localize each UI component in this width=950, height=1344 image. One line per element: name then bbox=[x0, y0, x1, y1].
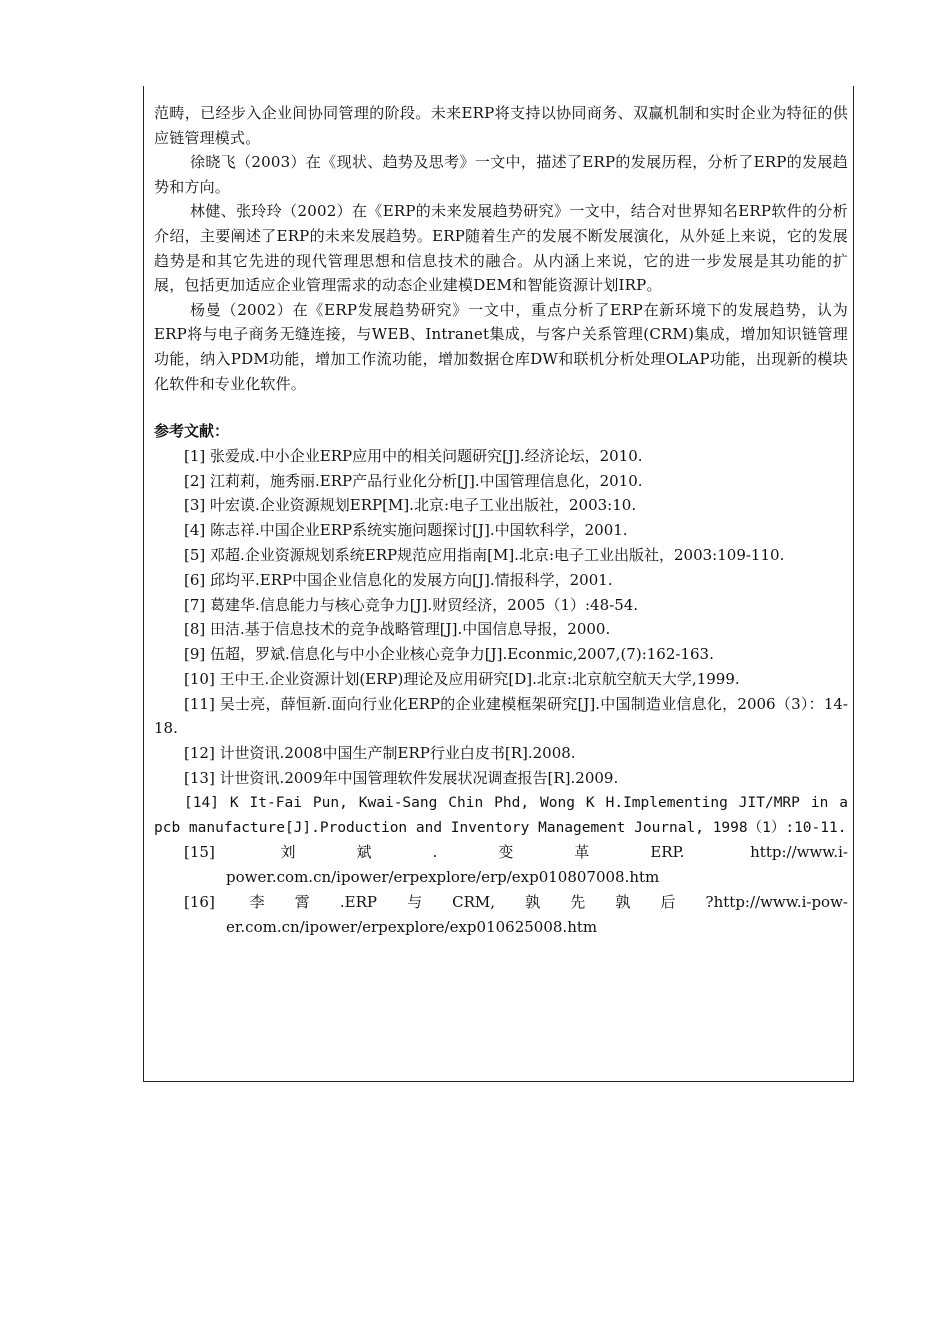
reference-item: [13] 计世资讯.2009年中国管理软件发展状况调查报告[R].2009. bbox=[184, 769, 619, 788]
body-paragraph: 徐晓飞（2003）在《现状、趋势及思考》一文中，描述了ERP的发展历程，分析了ERP的发展趋势和方向。 bbox=[154, 153, 848, 196]
document-frame bbox=[143, 86, 854, 1082]
reference-item: [2] 江莉莉，施秀丽.ERP产品行业化分析[J].中国管理信息化，2010. bbox=[184, 471, 643, 490]
reference-item: [6] 邱均平.ERP中国企业信息化的发展方向[J].情报科学，2001. bbox=[184, 570, 613, 589]
document-content bbox=[154, 101, 848, 940]
reference-item: [7] 葛建华.信息能力与核心竞争力[J].财贸经济，2005（1）:48-54. bbox=[184, 595, 639, 614]
reference-item: [1] 张爱成.中小企业ERP应用中的相关问题研究[J].经济论坛，2010. bbox=[184, 446, 643, 465]
body-paragraph: 范畴，已经步入企业间协同管理的阶段。未来ERP将支持以协同商务、双赢机制和实时企业为特征的供应链管理模式。 bbox=[154, 104, 848, 147]
body-paragraph: 杨曼（2002）在《ERP发展趋势研究》一文中，重点分析了ERP在新环境下的发展趋势，认为ERP将与电子商务无缝连接，与WEB、Intranet集成，与客户关系管理(CRM)集成，增加知识链管理功能，纳入PDM功能，增加工作流功能，增加数据仓库DW和联机分析处理OLAP功能，出现新的模块化软件和专业化软件。 bbox=[154, 300, 848, 393]
reference-item: [10] 王中王.企业资源计划(ERP)理论及应用研究[D].北京:北京航空航天大学,1999. bbox=[184, 669, 740, 688]
reference-item: [11] 吴士亮，薛恒新.面向行业化ERP的企业建模框架研究[J].中国制造业信息化，2006（3）：14-18. bbox=[154, 694, 848, 738]
reference-item-link[interactable]: [16] 李霄.ERP与CRM,孰先孰后?http://www.i-pow-er.com.cn/ipower/erpexplore/exp010625008.htm bbox=[184, 893, 848, 936]
reference-item: [14] K It-Fai Pun, Kwai-Sang Chin Phd, Wong K H.Implementing JIT/MRP in a pcb manufacture[J].Production and Inventory Management Journal, 1998（1）:10-11. bbox=[154, 794, 848, 836]
reference-item: [5] 邓超.企业资源规划系统ERP规范应用指南[M].北京:电子工业出版社，2003:109-110. bbox=[184, 545, 785, 564]
body-paragraph: 林健、张玲玲（2002）在《ERP的未来发展趋势研究》一文中，结合对世界知名ERP软件的分析介绍，主要阐述了ERP的未来发展趋势。ERP随着生产的发展不断发展演化，从外延上来说，它的发展趋势是和其它先进的现代管理思想和信息技术的融合。从内涵上来说，它的进一步发展是其功能的扩展，包括更加适应企业管理需求的动态企业建模DEM和智能资源计划IRP。 bbox=[154, 202, 848, 295]
reference-item: [8] 田洁.基于信息技术的竞争战略管理[J].中国信息导报，2000. bbox=[184, 620, 611, 639]
reference-item: [12] 计世资讯.2008中国生产制ERP行业白皮书[R].2008. bbox=[184, 744, 576, 763]
reference-item: [3] 叶宏谟.企业资源规划ERP[M].北京:电子工业出版社，2003:10. bbox=[184, 496, 637, 515]
reference-item: [4] 陈志祥.中国企业ERP系统实施问题探讨[J].中国软科学，2001. bbox=[184, 521, 628, 540]
reference-item-link[interactable]: [15] 刘斌.变革ERP. http://www.i-power.com.cn/ipower/erpexplore/erp/exp010807008.htm bbox=[184, 843, 848, 887]
references-heading: 参考文献： bbox=[154, 422, 230, 441]
reference-item: [9] 伍超，罗斌.信息化与中小企业核心竞争力[J].Econmic,2007,(7):162-163. bbox=[184, 645, 714, 664]
